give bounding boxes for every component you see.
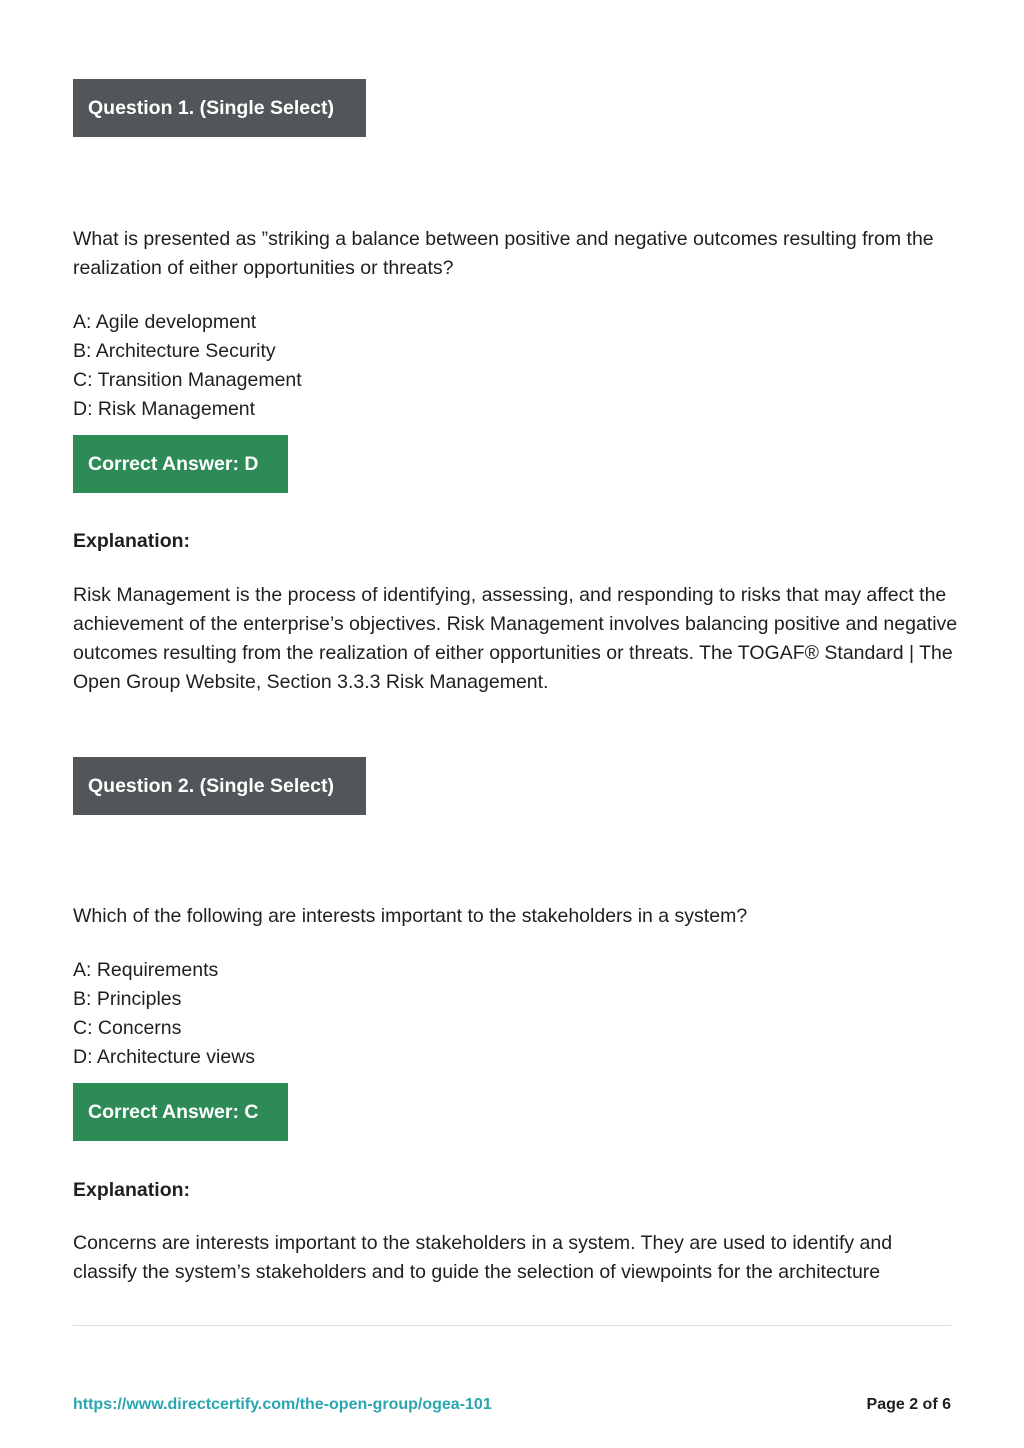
option-b: B: Architecture Security (73, 340, 276, 362)
question-2-badge: Question 2. (Single Select) (73, 757, 366, 815)
question-1-explanation-label: Explanation: (73, 530, 191, 552)
question-2-options (73, 956, 673, 1072)
option-a: A: Agile development (73, 311, 257, 333)
question-2-explanation: Concerns are interests important to the stakeholders in a system. They are used to identify and classify the system’s stakeholders and to guide the selection of viewpoints for the architecture (73, 1232, 893, 1283)
option-b: B: Principles (73, 988, 182, 1010)
question-2-correct-answer: Correct Answer: C (73, 1083, 288, 1141)
question-2-prompt: Which of the following are interests important to the stakeholders in a system? (73, 905, 748, 927)
footer-divider (73, 1325, 951, 1326)
question-1-prompt: What is presented as ”striking a balance between positive and negative outcomes resulting from the realization of either opportunities or threats? (73, 228, 934, 279)
question-1-badge: Question 1. (Single Select) (73, 79, 366, 137)
question-1-explanation: Risk Management is the process of identifying, assessing, and responding to risks that may affect the achievement of the enterprise’s objectives. Risk Management involves balancing positive and negative outcomes resulting from the realization of either opportunities or threats. The TOGAF® Standard | The Open Group Website, Section 3.3.3 Risk Management. (73, 584, 958, 693)
option-a: A: Requirements (73, 959, 219, 981)
option-d: D: Architecture views (73, 1046, 256, 1068)
option-d: D: Risk Management (73, 398, 256, 420)
question-2-explanation-label: Explanation: (73, 1179, 191, 1201)
footer-url-link[interactable]: https://www.directcertify.com/the-open-group/ogea-101 (73, 1396, 492, 1413)
option-c: C: Concerns (73, 1017, 182, 1039)
question-1-correct-answer: Correct Answer: D (73, 435, 288, 493)
question-1-options (73, 308, 673, 424)
page-number: Page 2 of 6 (866, 1396, 951, 1413)
option-c: C: Transition Management (73, 369, 302, 391)
